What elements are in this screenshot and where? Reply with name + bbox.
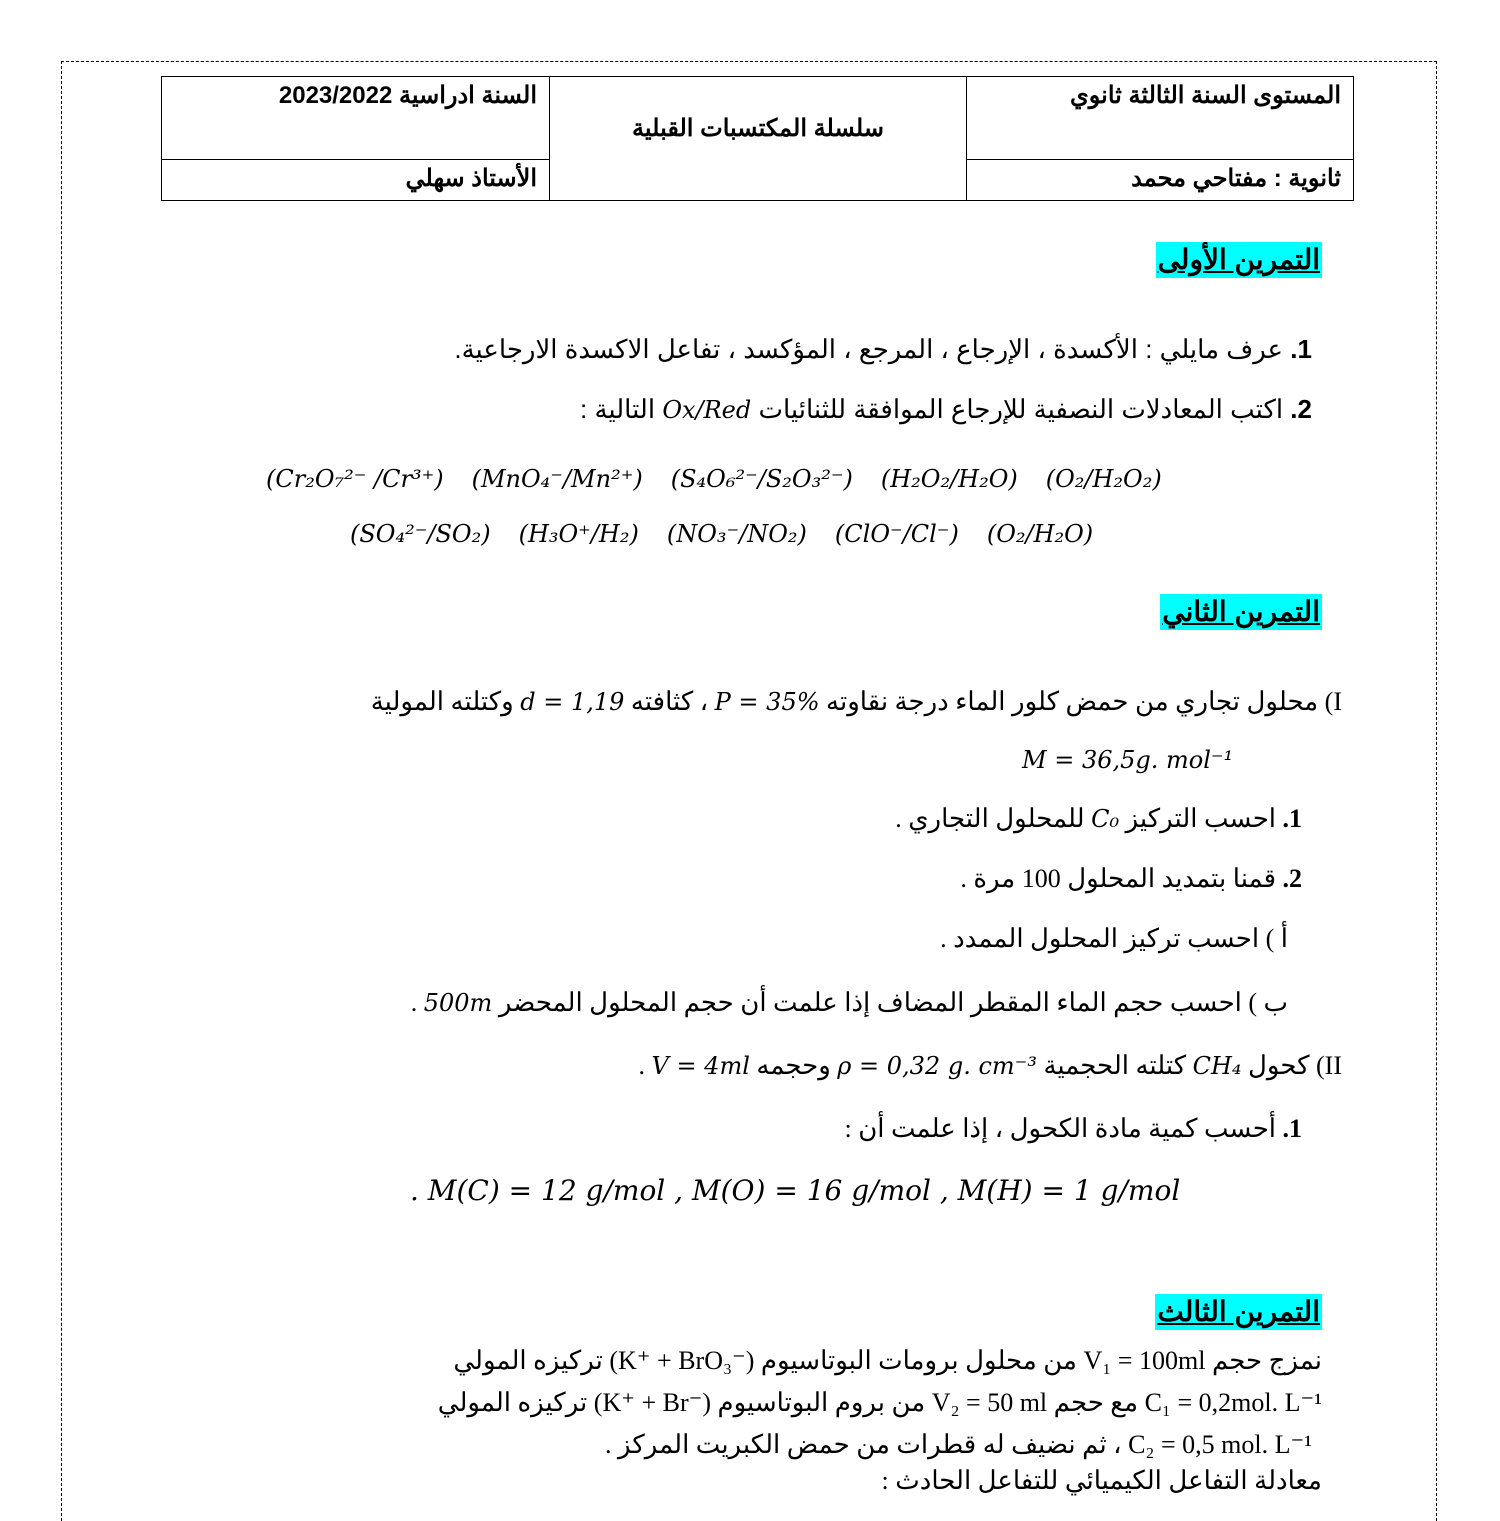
ex3-l2-text-b: من بروم البوتاسيوم (717, 1388, 926, 1417)
year-text: السنة ادراسية 2023/2022 (278, 82, 537, 109)
ex1-q2-text-a: اكتب المعادلات النصفية للإرجاع الموافقة للثنائيات (758, 394, 1284, 424)
ex2-part1 (371, 687, 1342, 717)
ex2-subquestion-a: أ ) احسب تركيز المحلول الممدد . (940, 924, 1288, 953)
level-cell (967, 77, 1354, 160)
school-cell (967, 160, 1354, 201)
ex2-question1 (895, 804, 1302, 834)
ex3-c2: C₂ = 0,5 mol. L⁻¹ (1128, 1430, 1312, 1459)
ex2-q2-text: قمنا بتمديد المحلول 100 مرة . (960, 864, 1276, 893)
series-title: سلسلة المكتسبات القبلية (632, 115, 884, 142)
ex3-line2 (438, 1388, 1322, 1418)
pair-mn: (MnO₄⁻/Mn²⁺) (471, 465, 643, 493)
ex2-part2-text-a: II) كحول (1248, 1051, 1342, 1080)
exercise3-title: التمرين الثالث (1155, 1294, 1322, 1330)
year-cell (162, 77, 550, 160)
ex2-atomic-masses: . M(C) = 12 g/mol , M(O) = 16 g/mol , M(H) = 1 g/mol (410, 1174, 1181, 1207)
ex3-v2: V₂ = 50 ml (931, 1388, 1048, 1417)
ex2-q3-number: 1. (1282, 1114, 1302, 1143)
ex1-q1-text: عرف مايلي : الأكسدة ، الإرجاع ، المرجع ، المؤكسد ، تفاعل الاكسدة الارجاعية. (454, 334, 1284, 364)
ex3-line4: معادلة التفاعل الكيميائي للتفاعل الحادث : (881, 1466, 1322, 1495)
ex1-question2 (580, 394, 1312, 425)
ex2-density: d = 1,19 (520, 688, 625, 716)
ex2-part1-text: I) محلول تجاري من حمض كلور الماء درجة نقاوته (826, 687, 1342, 716)
teacher-text: الأستاذ سهلي (405, 165, 537, 192)
ex2-part2 (638, 1051, 1342, 1081)
ex2-volume: V = 4ml (651, 1052, 750, 1080)
pair-o2-h2o2: (O₂/H₂O₂) (1045, 465, 1162, 493)
ex2-qb-text: ب ) احسب حجم الماء المقطر المضاف إذا علمت أن حجم المحلول المحضر (498, 988, 1288, 1017)
ex2-question2 (960, 864, 1302, 894)
level-text: المستوى السنة الثالثة ثانوي (1069, 82, 1341, 109)
pair-s: (S₄O₆²⁻/S₂O₃²⁻) (670, 465, 853, 493)
ex2-ch4: CH₄ (1192, 1052, 1242, 1080)
ex2-molar-mass: M = 36,5g. mol⁻¹ (1022, 746, 1234, 774)
ex1-q2-text-b: التالية : (580, 394, 656, 424)
pair-o2-h2o: (O₂/H₂O) (986, 520, 1094, 548)
series-cell (550, 77, 967, 201)
school-text: ثانوية : مفتاحي محمد (1131, 165, 1341, 192)
ex2-q2-number: 2. (1282, 864, 1302, 893)
ex2-part1-text-b: ، كثافته (630, 687, 709, 716)
ex2-part2-end: . (638, 1051, 645, 1080)
ex2-q1-math: C₀ (1091, 805, 1120, 833)
ex2-rho: ρ = 0,32 g. cm⁻³ (837, 1052, 1037, 1080)
ex3-l2-text-c: تركيزه المولي (437, 1388, 588, 1417)
pair-so4: (SO₄²⁻/SO₂) (350, 520, 491, 548)
ex2-purity: P = 35% (714, 688, 820, 716)
ex3-l1-text-c: تركيزه المولي (453, 1346, 603, 1375)
ex3-bromide-ion: (K⁺ + Br⁻) (593, 1388, 711, 1417)
pairs-row-2 (350, 520, 1093, 548)
ex3-l1-text-a: نمزج حجم (1211, 1346, 1322, 1375)
ex3-v1: V₁ = 100ml (1083, 1346, 1206, 1375)
ex2-part2-text-c: وحجمه (756, 1051, 831, 1080)
ex1-q1-number: 1. (1290, 334, 1312, 364)
ex2-part1-text-c: وكتلته المولية (370, 687, 514, 716)
header-table (161, 76, 1354, 201)
ex3-l2-text-a: مع حجم (1053, 1388, 1139, 1417)
ex2-question3 (844, 1114, 1302, 1144)
pair-h3o: (H₃O⁺/H₂) (518, 520, 639, 548)
pair-clo: (ClO⁻/Cl⁻) (834, 520, 959, 548)
ex2-q1-number: 1. (1282, 804, 1302, 833)
teacher-cell (162, 160, 550, 201)
ex3-l3-text: ، ثم نضيف له قطرات من حمض الكبريت المركز . (605, 1430, 1122, 1459)
ex3-c1: C₁ = 0,2mol. L⁻¹ (1144, 1388, 1322, 1417)
pair-h2o2: (H₂O₂/H₂O) (880, 465, 1018, 493)
ex1-q2-number: 2. (1290, 394, 1312, 424)
pair-cr: (Cr₂O₇²⁻ /Cr³⁺) (266, 465, 444, 493)
ex2-q1-text-a: احسب التركيز (1125, 804, 1276, 833)
pairs-row-1 (266, 465, 1162, 493)
ex1-q2-math: Ox/Red (662, 396, 752, 424)
ex3-l1-text-b: من محلول برومات البوتاسيوم (760, 1346, 1077, 1375)
ex2-q1-text-b: للمحلول التجاري . (895, 804, 1085, 833)
ex3-line1 (453, 1346, 1322, 1376)
ex3-bromate-ion: (K⁺ + BrO₃⁻) (609, 1346, 755, 1375)
ex2-qb-end: . (410, 988, 418, 1017)
ex3-line3 (605, 1430, 1312, 1460)
exercise1-title: التمرين الأولى (1156, 242, 1322, 278)
ex2-qb-math: 500m (423, 989, 493, 1017)
ex2-part2-text-b: كتلته الحجمية (1043, 1051, 1187, 1080)
ex2-subquestion-b (411, 988, 1288, 1018)
pair-no3: (NO₃⁻/NO₂) (666, 520, 807, 548)
ex2-q3-text: أحسب كمية مادة الكحول ، إذا علمت أن : (844, 1114, 1276, 1143)
ex1-question1 (454, 334, 1312, 365)
exercise2-title: التمرين الثاني (1160, 594, 1322, 630)
